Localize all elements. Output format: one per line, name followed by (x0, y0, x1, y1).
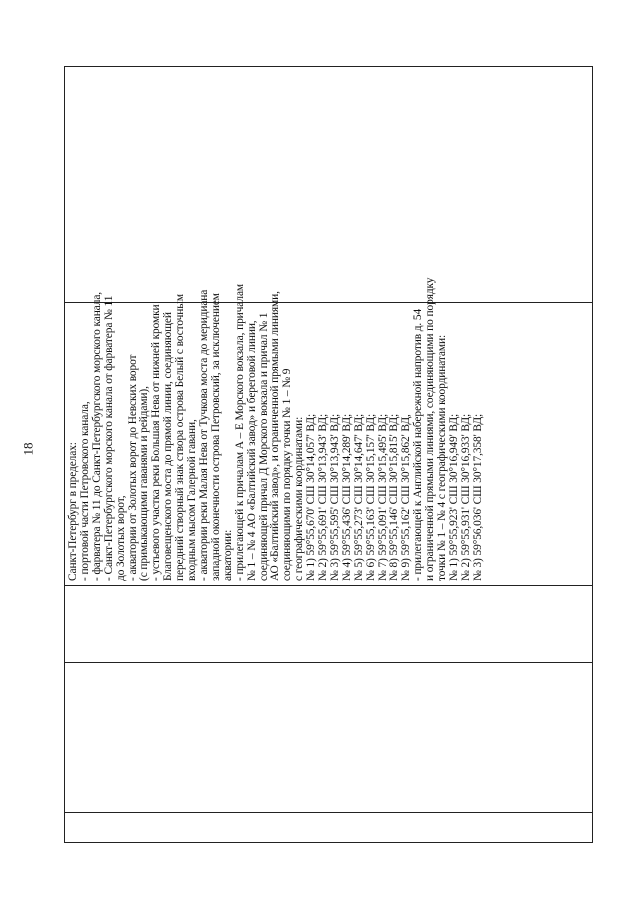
text-line: входным мысом Галерной гавани, (186, 419, 199, 581)
text-line: АО «Балтийский завод», и ограниченной прямыми линиями, (269, 291, 282, 581)
text-line: до Золотых ворот, (114, 495, 127, 581)
text-line: № 9) 59°55,162' СШ 30°15,862' ВД, (400, 414, 413, 581)
text-line: - устьевого участка реки Большая Нева от нижней кромки (150, 304, 163, 581)
document-table (64, 66, 593, 843)
rotated-table-wrapper (64, 67, 593, 843)
text-line: № 1) 59°55,670' СШ 30°14,057' ВД; (305, 413, 318, 581)
table-cell-1 (65, 813, 593, 843)
text-line: № 6) 59°55,163' СШ 30°15,157' ВД; (364, 413, 377, 581)
text-line: - акватории от Золотых ворот до Невских ворот (126, 354, 139, 581)
table-cell-3 (65, 586, 593, 663)
text-line: - Санкт-Петербургского морского канала от фарватера № 11 (102, 295, 115, 581)
table-row (65, 67, 593, 843)
text-line: точки № 1 – № 4 с географическими координатами: (436, 334, 449, 581)
text-line: № 5) 59°55,273' СШ 30°14,647' ВД; (352, 413, 365, 581)
area-description-cell (65, 277, 593, 586)
text-line: № 1 – № 4 АО «Балтийский завод» и береговой линии, (245, 320, 258, 581)
text-line: соединяющими по порядку точки № 1 – № 9 (281, 368, 294, 581)
text-line: - фарватера № 11 до Санкт-Петербургского морского канала, (90, 291, 103, 581)
table-cell-5 (65, 67, 593, 303)
text-line: № 3) 59°55,595' СШ 30°13,943' ВД; (328, 413, 341, 581)
text-line: № 2) 59°55,691' СШ 30°13,943' ВД; (317, 413, 330, 581)
text-line: № 2) 59°55,931' СШ 30°16,933' ВД; (459, 413, 472, 581)
text-line: № 7) 59°55,091' СШ 30°15,495' ВД; (376, 413, 389, 581)
text-line: акватории: (221, 529, 234, 581)
text-line: Благовещенского моста до прямой линии, соединяющей (162, 312, 175, 581)
text-line: № 8) 59°55,146' СШ 30°15,815' ВД; (388, 413, 401, 581)
text-line: - портовой части Петровского канала, (78, 401, 91, 581)
page-number: 18 (20, 442, 36, 456)
text-line: - прилегающей к причалам А – Е Морского вокзала, причалам (233, 283, 246, 581)
text-line: западной оконечности острова Петровский, за исключением (209, 293, 222, 581)
area-description (67, 277, 485, 581)
text-line: № 1) 59°55,923' СШ 30°16,949' ВД; (448, 413, 460, 581)
table-cell-2 (65, 663, 593, 813)
text-line: - прилегающей к Английской набережной напротив д. 54 (412, 308, 425, 581)
text-line: № 4) 59°55,436' СШ 30°14,289' ВД; (340, 413, 353, 581)
text-line: и ограниченной прямыми линиями, соединяющими по порядку (424, 277, 437, 581)
text-line: с географическими координатами: (293, 416, 306, 581)
text-line: - акватории реки Малая Нева от Тучкова моста до меридиана (197, 289, 210, 581)
text-line: (с примыкающими гаванями и рейдами), (138, 386, 151, 581)
text-line: Санкт-Петербург в пределах: (67, 442, 79, 581)
text-line: соединяющей причал Д Морского вокзала и причал № 1 (257, 312, 270, 581)
text-line: № 3) 59°56,036' СШ 30°17,358' ВД; (471, 413, 484, 581)
text-line: передний створный знак створа острова Белый с восточным (174, 294, 187, 581)
